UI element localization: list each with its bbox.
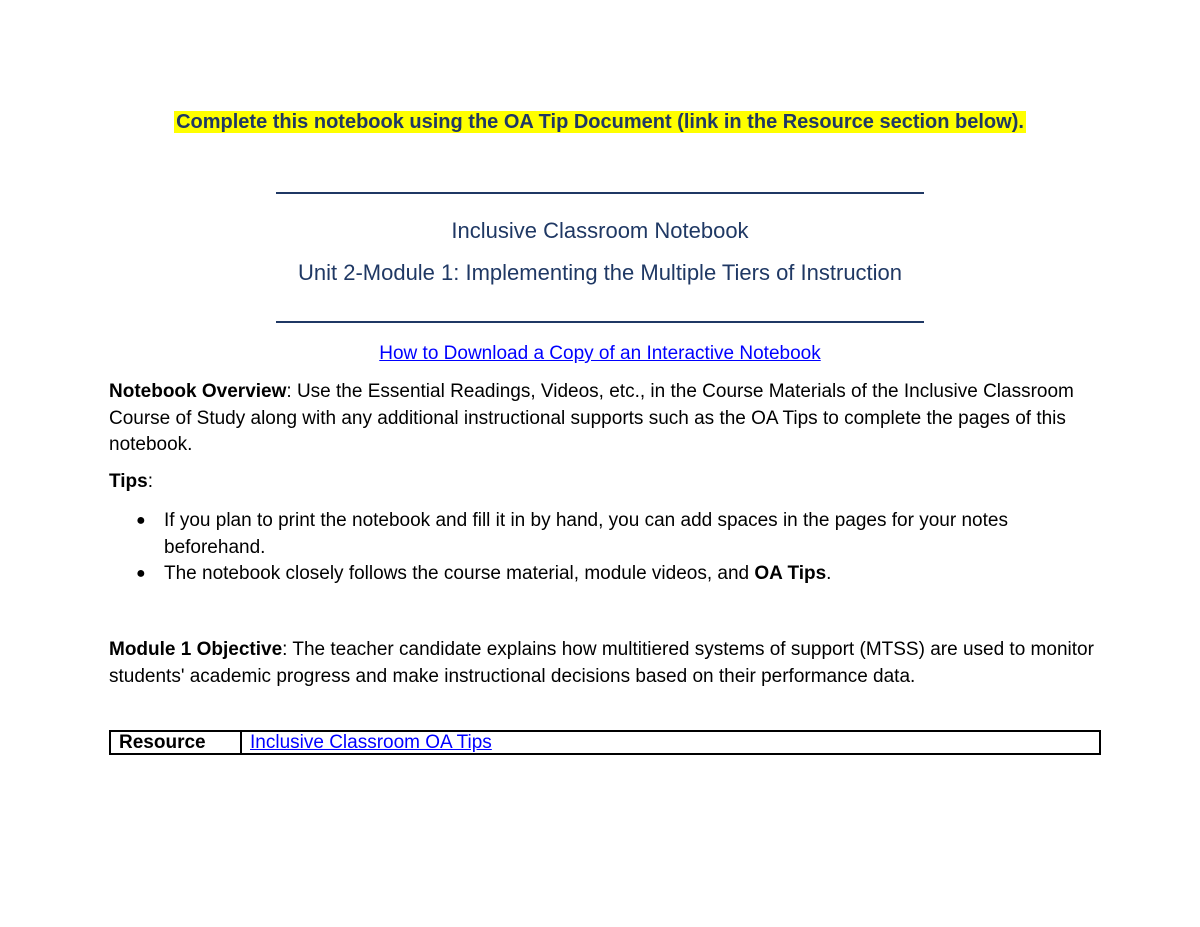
module-objective — [109, 637, 1099, 690]
notebook-title: Inclusive Classroom Notebook — [451, 218, 749, 243]
overview-label: Notebook Overview — [109, 381, 287, 402]
tip-text: If you plan to print the notebook and fill it in by hand, you can add spaces in the pages for your notes beforehand. — [164, 510, 1008, 558]
title-divider-top — [276, 192, 924, 194]
objective-label: Module 1 Objective — [109, 639, 283, 660]
resource-table — [109, 730, 1101, 755]
list-item — [109, 508, 1099, 561]
download-notebook-link[interactable]: How to Download a Copy of an Interactive Notebook — [379, 343, 821, 364]
tips-list — [109, 508, 1099, 588]
resource-link-cell — [241, 731, 1100, 754]
objective-text: : The teacher candidate explains how multitiered systems of support (MTSS) are used to monitor students' academic progress and make instructional decisions based on their performance data. — [109, 639, 1094, 687]
title-divider-bottom — [276, 321, 924, 323]
tip-text-after: . — [826, 563, 832, 584]
bullet-icon: ● — [136, 512, 146, 529]
tips-colon: : — [147, 471, 153, 492]
download-link-row — [0, 342, 1200, 366]
oa-tips-link[interactable]: Inclusive Classroom OA Tips — [250, 732, 492, 753]
instruction-banner-text: Complete this notebook using the OA Tip Document (link in the Resource section below). — [176, 111, 1024, 133]
tips-heading — [109, 469, 1099, 496]
tip-text-before: The notebook closely follows the course material, module videos, and — [164, 563, 755, 584]
overview-text: : Use the Essential Readings, Videos, etc., in the Course Materials of the Inclusive Classroom Course of Study along with any additional instructional supports such as the OA Tips to complete the pages of this notebook. — [109, 381, 1074, 455]
list-item — [109, 561, 1099, 588]
bullet-icon: ● — [136, 565, 146, 582]
instruction-banner — [0, 109, 1200, 135]
module-subtitle: Unit 2-Module 1: Implementing the Multiple Tiers of Instruction — [297, 260, 903, 285]
table-row — [110, 731, 1100, 754]
tip-text-bold: OA Tips — [754, 563, 827, 584]
notebook-overview — [109, 379, 1099, 459]
tips-label: Tips — [109, 471, 148, 492]
resource-label-cell: Resource — [110, 731, 241, 754]
